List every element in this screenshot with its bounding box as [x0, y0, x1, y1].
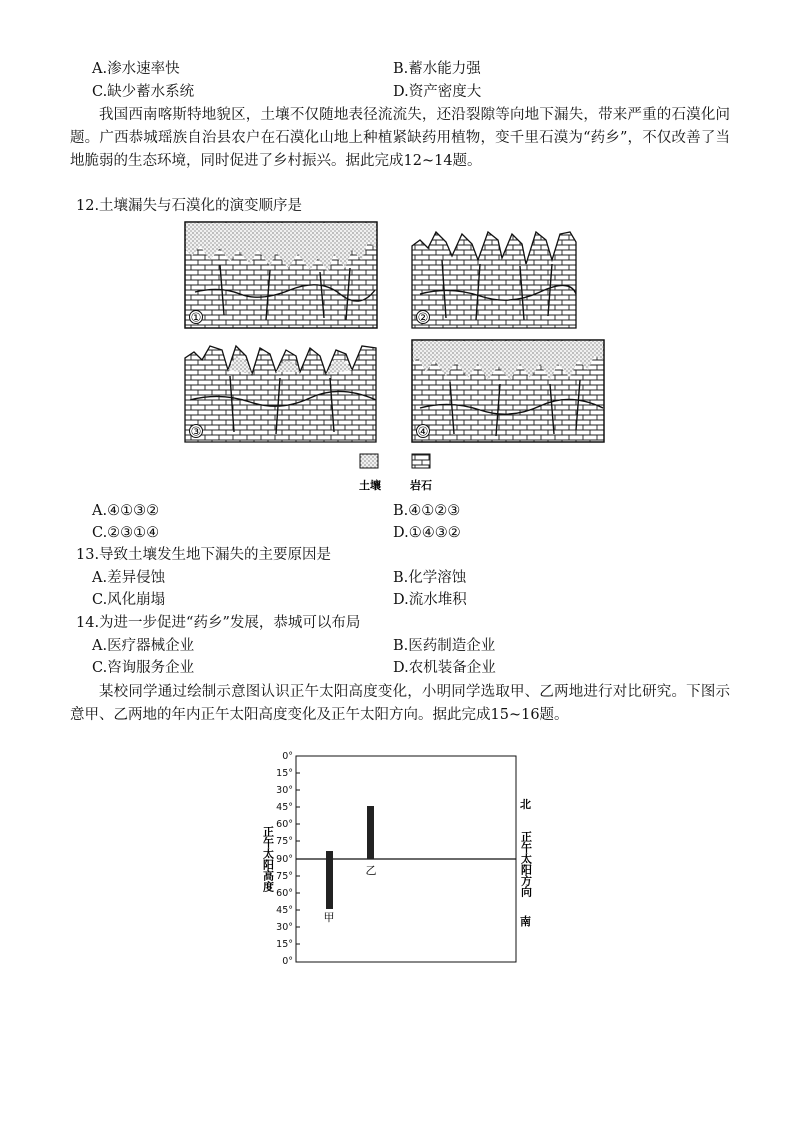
q13-option-d: D.流水堆积: [393, 592, 467, 608]
y-tick: 60°: [276, 888, 293, 899]
legend-soil-swatch: [360, 454, 378, 468]
y-tick: 45°: [276, 802, 293, 813]
prev-option-d: D.资产密度大: [393, 84, 482, 100]
bar-label-yi: 乙: [365, 864, 377, 877]
direction-south: 南: [520, 915, 531, 928]
y-tick: 15°: [276, 939, 293, 950]
legend-soil-label: 土壤: [359, 479, 381, 492]
bar-yi: [367, 806, 374, 859]
bar-label-jia: 甲: [323, 911, 335, 924]
q12-option-b: B.④①②③: [393, 503, 461, 519]
panel-3-label: ③: [190, 424, 202, 439]
y-tick: 30°: [276, 785, 293, 796]
q13-option-a: A.差异侵蚀: [92, 570, 166, 586]
direction-north: 北: [520, 798, 531, 811]
q12-option-d: D.①④③②: [393, 525, 461, 541]
passage-karst: 我国西南喀斯特地貌区，土壤不仅随地表径流流失，还沿裂隙等向地下漏失，带来严重的石漠化问题。广西恭城瑶族自治县农户在石漠化山地上种植紧缺药用植物，变千里石漠为“药乡”，不仅改善了当地脆弱的生态环境，同时促进了乡村振兴。据此完成12~14题。: [70, 107, 730, 169]
question-14-stem: 14.为进一步促进“药乡”发展，恭城可以布局: [76, 615, 361, 631]
y-axis-label: 正午太阳高度: [261, 826, 275, 892]
y-tick: 45°: [276, 905, 293, 916]
q13-option-b: B.化学溶蚀: [393, 570, 467, 586]
prev-option-a: A.渗水速率快: [92, 61, 180, 77]
panel-1: [185, 222, 377, 328]
q13-option-c: C.风化崩塌: [92, 592, 166, 608]
panel-4: [412, 340, 604, 442]
q14-option-a: A.医疗器械企业: [92, 638, 195, 654]
y-tick: 0°: [282, 956, 293, 967]
sun-altitude-chart: [260, 746, 540, 971]
passage-sun-altitude: 某校同学通过绘制示意图认识正午太阳高度变化，小明同学选取甲、乙两地进行对比研究。下图示意甲、乙两地的年内正午太阳高度变化及正午太阳方向。据此完成15~16题。: [70, 684, 730, 723]
q12-option-a: A.④①③②: [92, 503, 160, 519]
y-tick: 60°: [276, 819, 293, 830]
legend-rock-swatch: [412, 454, 430, 468]
panel-3: [185, 346, 376, 442]
y-tick: 75°: [276, 836, 293, 847]
y-tick: 30°: [276, 922, 293, 933]
q14-option-c: C.咨询服务企业: [92, 660, 195, 676]
question-12-stem: 12.土壤漏失与石漠化的演变顺序是: [76, 198, 303, 214]
y-tick: 0°: [282, 751, 293, 762]
y-tick: 15°: [276, 768, 293, 779]
panel-2-label: ②: [417, 310, 429, 325]
prev-option-c: C.缺少蓄水系统: [92, 84, 195, 100]
q12-option-c: C.②③①④: [92, 525, 160, 541]
right-axis-label: 正午太阳方向: [519, 831, 533, 897]
panel-2: [412, 232, 576, 328]
legend-rock-label: 岩石: [410, 479, 432, 492]
panel-1-label: ①: [190, 310, 202, 325]
karst-evolution-figure: [180, 220, 620, 495]
question-13-stem: 13.导致土壤发生地下漏失的主要原因是: [76, 547, 332, 563]
y-tick: 90°: [276, 854, 293, 865]
bar-jia: [326, 851, 333, 909]
prev-option-b: B.蓄水能力强: [393, 61, 481, 77]
y-tick: 75°: [276, 871, 293, 882]
q14-option-b: B.医药制造企业: [393, 638, 496, 654]
panel-4-label: ④: [417, 424, 429, 439]
q14-option-d: D.农机装备企业: [393, 660, 496, 676]
